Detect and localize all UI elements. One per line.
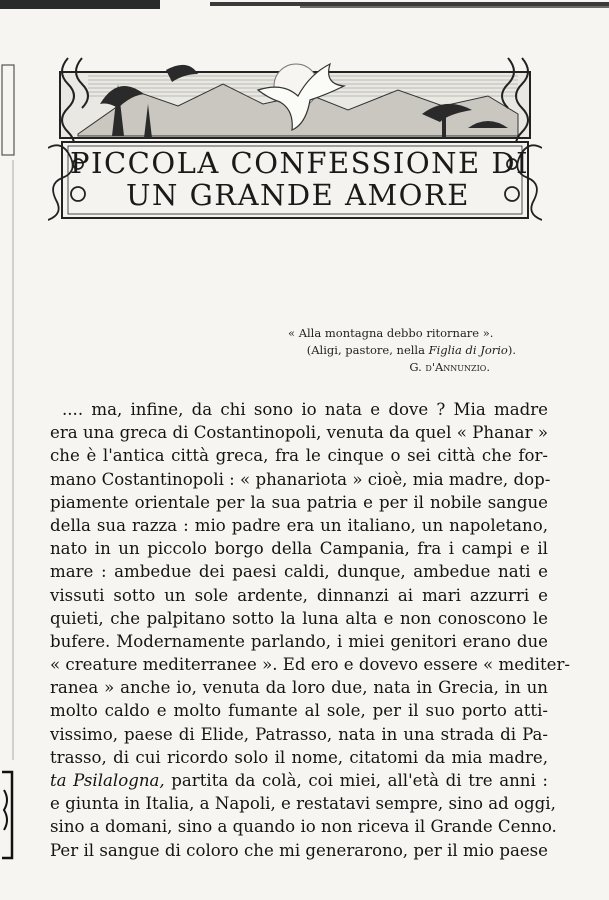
text-line: ranea » anche io, venuta da loro due, nata in Grecia, in un — [50, 678, 548, 698]
text-line: .... ma, infine, da chi sono io nata e dove ? Mia madre — [62, 400, 548, 419]
epigraph-source-suffix: ). — [507, 343, 516, 357]
chapter-title-line-1: PICCOLA CONFESSIONE DI — [70, 146, 530, 180]
text-line-italic — [50, 769, 548, 792]
epigraph-author: G. d'Annunzio. — [409, 360, 490, 374]
text-line: della sua razza : mio padre era un italiano, un napoletano, — [50, 515, 548, 535]
text-line: sino a domani, sino a quando io non riceva il Grande Cenno. — [50, 817, 557, 837]
text-line: nato in un piccolo borgo della Campania, fra i campi e il — [50, 539, 548, 559]
epigraph-quote: « Alla montagna debbo ritornare ». — [288, 326, 494, 340]
text-line: bufere. Modernamente parlando, i miei genitori erano due — [50, 631, 548, 651]
text-line: trasso, di cui ricordo solo il nome, citatomi da mia madre, — [50, 747, 548, 767]
page-top-edge — [0, 0, 609, 14]
text-line: vissimo, paese di Elide, Patrasso, nata in una strada di Pa- — [50, 724, 548, 744]
text-line: vissuti sotto un sole ardente, dinnanzi ai mari azzurri e — [50, 585, 548, 605]
adjacent-page-edge — [0, 60, 16, 860]
text-line: che è l'antica città greca, fra le cinque o sei città che for- — [50, 446, 548, 466]
epigraph-source — [270, 342, 520, 359]
epigraph-source-prefix: (Aligi, pastore, nella — [306, 343, 429, 357]
text-line: piamente orientale per la sua patria e per il nobile sangue — [50, 492, 548, 512]
epigraph-source-title: Figlia di Jorio — [428, 343, 508, 357]
text-line: e giunta in Italia, a Napoli, e restatavi sempre, sino ad oggi, — [50, 794, 556, 814]
text-line: mano Costantinopoli : « phanariota » cioè, mia madre, dop- — [50, 469, 551, 489]
text-line: quieti, che palpitano sotto la luna alta e non conoscono le — [50, 608, 548, 628]
chapter-title-line-2: UN GRANDE AMORE — [126, 178, 470, 212]
text-line: Per il sangue di coloro che mi generarono, per il mio paese — [50, 840, 548, 860]
text-line: molto caldo e molto fumante al sole, per il suo porto atti- — [50, 701, 548, 721]
text-line: era una greca di Costantinopoli, venuta da quel « Phanar » — [50, 423, 548, 443]
text-line: mare : ambedue dei paesi caldi, dunque, ambedue nati e — [50, 562, 548, 582]
epigraph — [270, 325, 520, 376]
margin-bracket — [0, 770, 16, 860]
italic-place-name: ta Psilalogna, — [50, 771, 165, 790]
text-line-rest: partita da colà, coi miei, all'età di tre anni : — [171, 771, 548, 790]
text-line: « creature mediterranee ». Ed ero e dovevo essere « mediter- — [50, 655, 570, 675]
body-text — [50, 398, 570, 862]
